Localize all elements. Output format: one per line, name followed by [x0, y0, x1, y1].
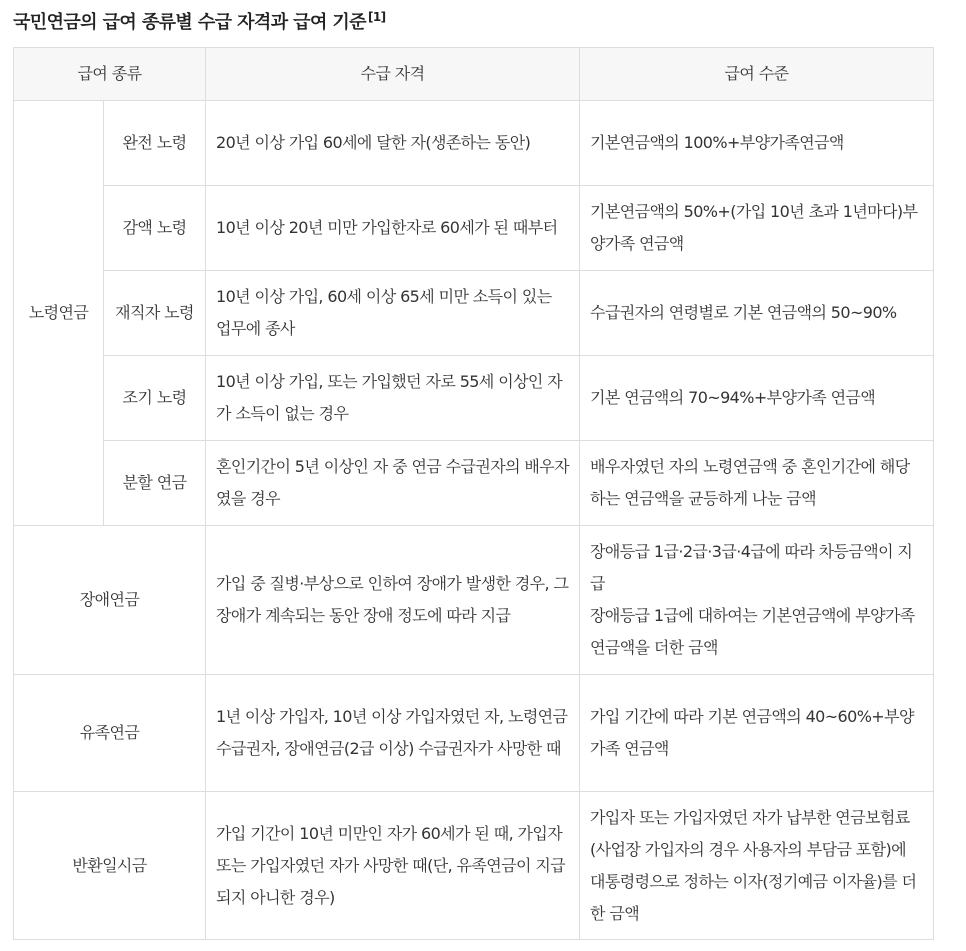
subtype-cell: 분할 연금	[104, 441, 206, 526]
table-row	[14, 271, 934, 356]
benefit-level-cell: 기본연금액의 50%+(가입 10년 초과 1년마다)부양가족 연금액	[580, 186, 934, 271]
qualification-cell: 가입 기간이 10년 미만인 자가 60세가 된 때, 가입자 또는 가입자였던 자가 사망한 때(단, 유족연금이 지급되지 아니한 경우)	[206, 792, 580, 940]
benefit-level-line: 장애등급 1급·2급·3급·4급에 따라 차등금액이 지급	[590, 542, 913, 593]
type-cell-lump-sum: 반환일시금	[14, 792, 206, 940]
table-row	[14, 356, 934, 441]
benefit-level-cell	[580, 526, 934, 675]
subtype-cell: 재직자 노령	[104, 271, 206, 356]
benefit-level-cell: 가입 기간에 따라 기본 연금액의 40~60%+부양가족 연금액	[580, 675, 934, 792]
benefit-level-cell: 배우자였던 자의 노령연금액 중 혼인기간에 해당하는 연금액을 균등하게 나눈 금액	[580, 441, 934, 526]
benefit-level-cell: 가입자 또는 가입자였던 자가 납부한 연금보험료(사업장 가입자의 경우 사용자의 부담금 포함)에 대통령령으로 정하는 이자(정기예금 이자율)를 더한 금액	[580, 792, 934, 940]
type-cell-survivor: 유족연금	[14, 675, 206, 792]
qualification-cell: 10년 이상 20년 미만 가입한자로 60세가 된 때부터	[206, 186, 580, 271]
table-row	[14, 675, 934, 792]
qualification-cell: 1년 이상 가입자, 10년 이상 가입자였던 자, 노령연금 수급권자, 장애연금(2급 이상) 수급권자가 사망한 때	[206, 675, 580, 792]
table-row	[14, 441, 934, 526]
table-row	[14, 526, 934, 675]
subtype-cell: 감액 노령	[104, 186, 206, 271]
qualification-cell: 혼인기간이 5년 이상인 자 중 연금 수급권자의 배우자였을 경우	[206, 441, 580, 526]
header-benefit-level: 급여 수준	[580, 48, 934, 101]
table-header-row	[14, 48, 934, 101]
header-qualification: 수급 자격	[206, 48, 580, 101]
header-benefit-type: 급여 종류	[14, 48, 206, 101]
benefit-level-cell: 기본연금액의 100%+부양가족연금액	[580, 101, 934, 186]
subtype-cell: 완전 노령	[104, 101, 206, 186]
qualification-cell: 10년 이상 가입, 또는 가입했던 자로 55세 이상인 자가 소득이 없는 경우	[206, 356, 580, 441]
group-cell-oldage: 노령연금	[14, 101, 104, 526]
footnote-link[interactable]: [1]	[367, 10, 386, 24]
benefit-level-cell: 기본 연금액의 70~94%+부양가족 연금액	[580, 356, 934, 441]
benefit-level-line: 장애등급 1급에 대하여는 기본연금액에 부양가족 연금액을 더한 금액	[590, 606, 915, 657]
pension-benefit-table	[13, 47, 934, 940]
title-text: 국민연금의 급여 종류별 수급 자격과 급여 기준	[13, 12, 366, 33]
qualification-cell: 20년 이상 가입 60세에 달한 자(생존하는 동안)	[206, 101, 580, 186]
type-cell-disability: 장애연금	[14, 526, 206, 675]
table-row	[14, 792, 934, 940]
page-title	[13, 8, 386, 34]
table-row	[14, 186, 934, 271]
subtype-cell: 조기 노령	[104, 356, 206, 441]
benefit-level-cell: 수급권자의 연령별로 기본 연금액의 50~90%	[580, 271, 934, 356]
qualification-cell: 10년 이상 가입, 60세 이상 65세 미만 소득이 있는 업무에 종사	[206, 271, 580, 356]
table-row	[14, 101, 934, 186]
qualification-cell: 가입 중 질병·부상으로 인하여 장애가 발생한 경우, 그 장애가 계속되는 동안 장애 정도에 따라 지급	[206, 526, 580, 675]
